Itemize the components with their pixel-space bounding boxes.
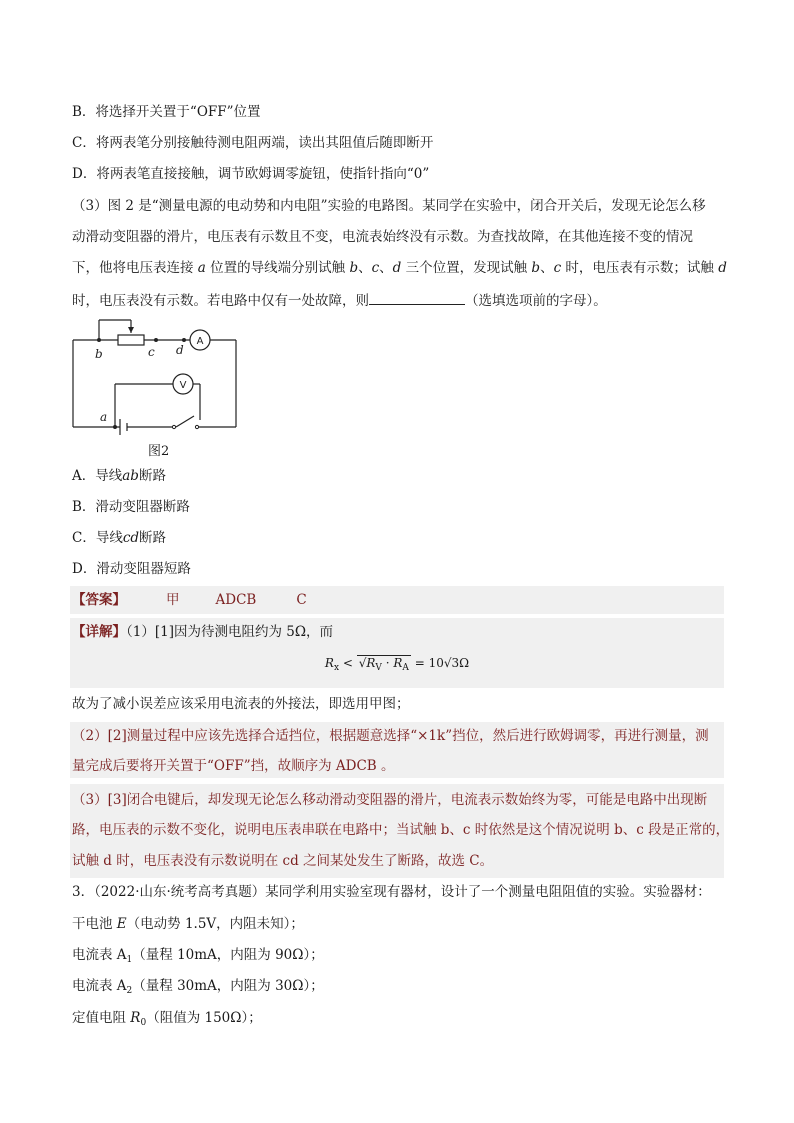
question-next-line5: 定值电阻 $R_0$（阻值为 150Ω）；	[72, 1010, 262, 1028]
ammeter-label: A	[196, 336, 204, 347]
choice-d: D．滑动变阻器短路	[72, 561, 191, 577]
detail-label: 【详解】	[72, 624, 126, 640]
option-b-prev: B．将选择开关置于“OFF”位置	[72, 104, 261, 120]
detail-line7: 试触 d 时，电压表没有示数说明在 cd 之间某处发生了断路，故选 C。	[72, 853, 494, 869]
voltmeter-label: V	[179, 380, 187, 391]
answer-label: 【答案】	[72, 592, 126, 608]
question3-line4: 时，电压表没有示数。若电路中仅有一处故障，则 （选填选项前的字母）。	[72, 290, 607, 311]
choice-c: C．导线cd断路	[72, 530, 167, 546]
option-c-prev: C．将两表笔分别接触待测电阻两端，读出其阻值后随即断开	[72, 135, 434, 151]
detail-line5: （3）[3]闭合电键后，却发现无论怎么移动滑动变阻器的滑片，电流表示数始终为零，可能是电路中出现断	[72, 792, 708, 808]
label-a: a	[100, 410, 108, 424]
answer-value-2: ADCB	[215, 592, 257, 608]
question-next-line2: 干电池 E（电动势 1.5V，内阻未知）；	[72, 916, 304, 932]
option-d-prev: D．将两表笔直接接触，调节欧姆调零旋钮，使指针指向“0”	[72, 166, 430, 182]
figure-caption: 图2	[148, 444, 170, 459]
detail-line2: 故为了减小误差应该采用电流表的外接法，即选用甲图；	[72, 696, 410, 712]
circuit-diagram	[70, 312, 250, 442]
label-d: d	[176, 343, 184, 357]
choice-a: A．导线ab断路	[72, 468, 166, 484]
detail-line4: 量完成后要将开关置于“OFF”挡，故顺序为 ADCB 。	[72, 758, 395, 774]
detail-line6: 路，电压表的示数不变化，说明电压表串联在电路中；当试触 b、c 时依然是这个情况说明 b、c 段是正常的，	[72, 822, 730, 838]
formula: $R_x < √R_V \cdot R_A = 10√3\Omega$	[324, 656, 470, 673]
question3-line1: （3）图 2 是“测量电源的电动势和内电阻”实验的电路图。某同学在实验中，闭合开关后，发现无论怎么移	[72, 198, 706, 214]
choice-b: B．滑动变阻器断路	[72, 499, 190, 515]
answer-value-3: C	[296, 592, 307, 608]
question-next-line3: 电流表 $A_1$（量程 10mA，内阻为 90Ω）；	[72, 947, 324, 965]
question-next-line4: 电流表 $A_2$（量程 30mA，内阻为 30Ω）；	[72, 978, 324, 996]
answer-blank[interactable]	[369, 290, 465, 305]
answer-line	[72, 590, 307, 610]
answer-value-1: 甲	[166, 592, 180, 608]
question3-line2: 动滑动变阻器的滑片，电压表有示数且不变，电流表始终没有示数。为查找故障，在其他连接不变的情况	[72, 229, 693, 245]
detail-line1: 【详解】（1）[1]因为待测电阻约为 5Ω，而	[72, 624, 334, 640]
question-next-line1: 3．（2022·山东·统考高考真题）某同学利用实验室现有器材，设计了一个测量电阻阻值的实验。实验器材：	[72, 884, 711, 900]
label-b: b	[95, 347, 103, 361]
detail-line3: （2）[2]测量过程中应该先选择合适挡位，根据题意选择“×1k”挡位，然后进行欧姆调零，再进行测量，测	[72, 728, 709, 744]
label-c: c	[148, 345, 155, 359]
question3-line3: 下，他将电压表连接 a 位置的导线端分别试触 b、c、d 三个位置，发现试触 b、c 时，电压表有示数；试触 d	[72, 260, 727, 276]
